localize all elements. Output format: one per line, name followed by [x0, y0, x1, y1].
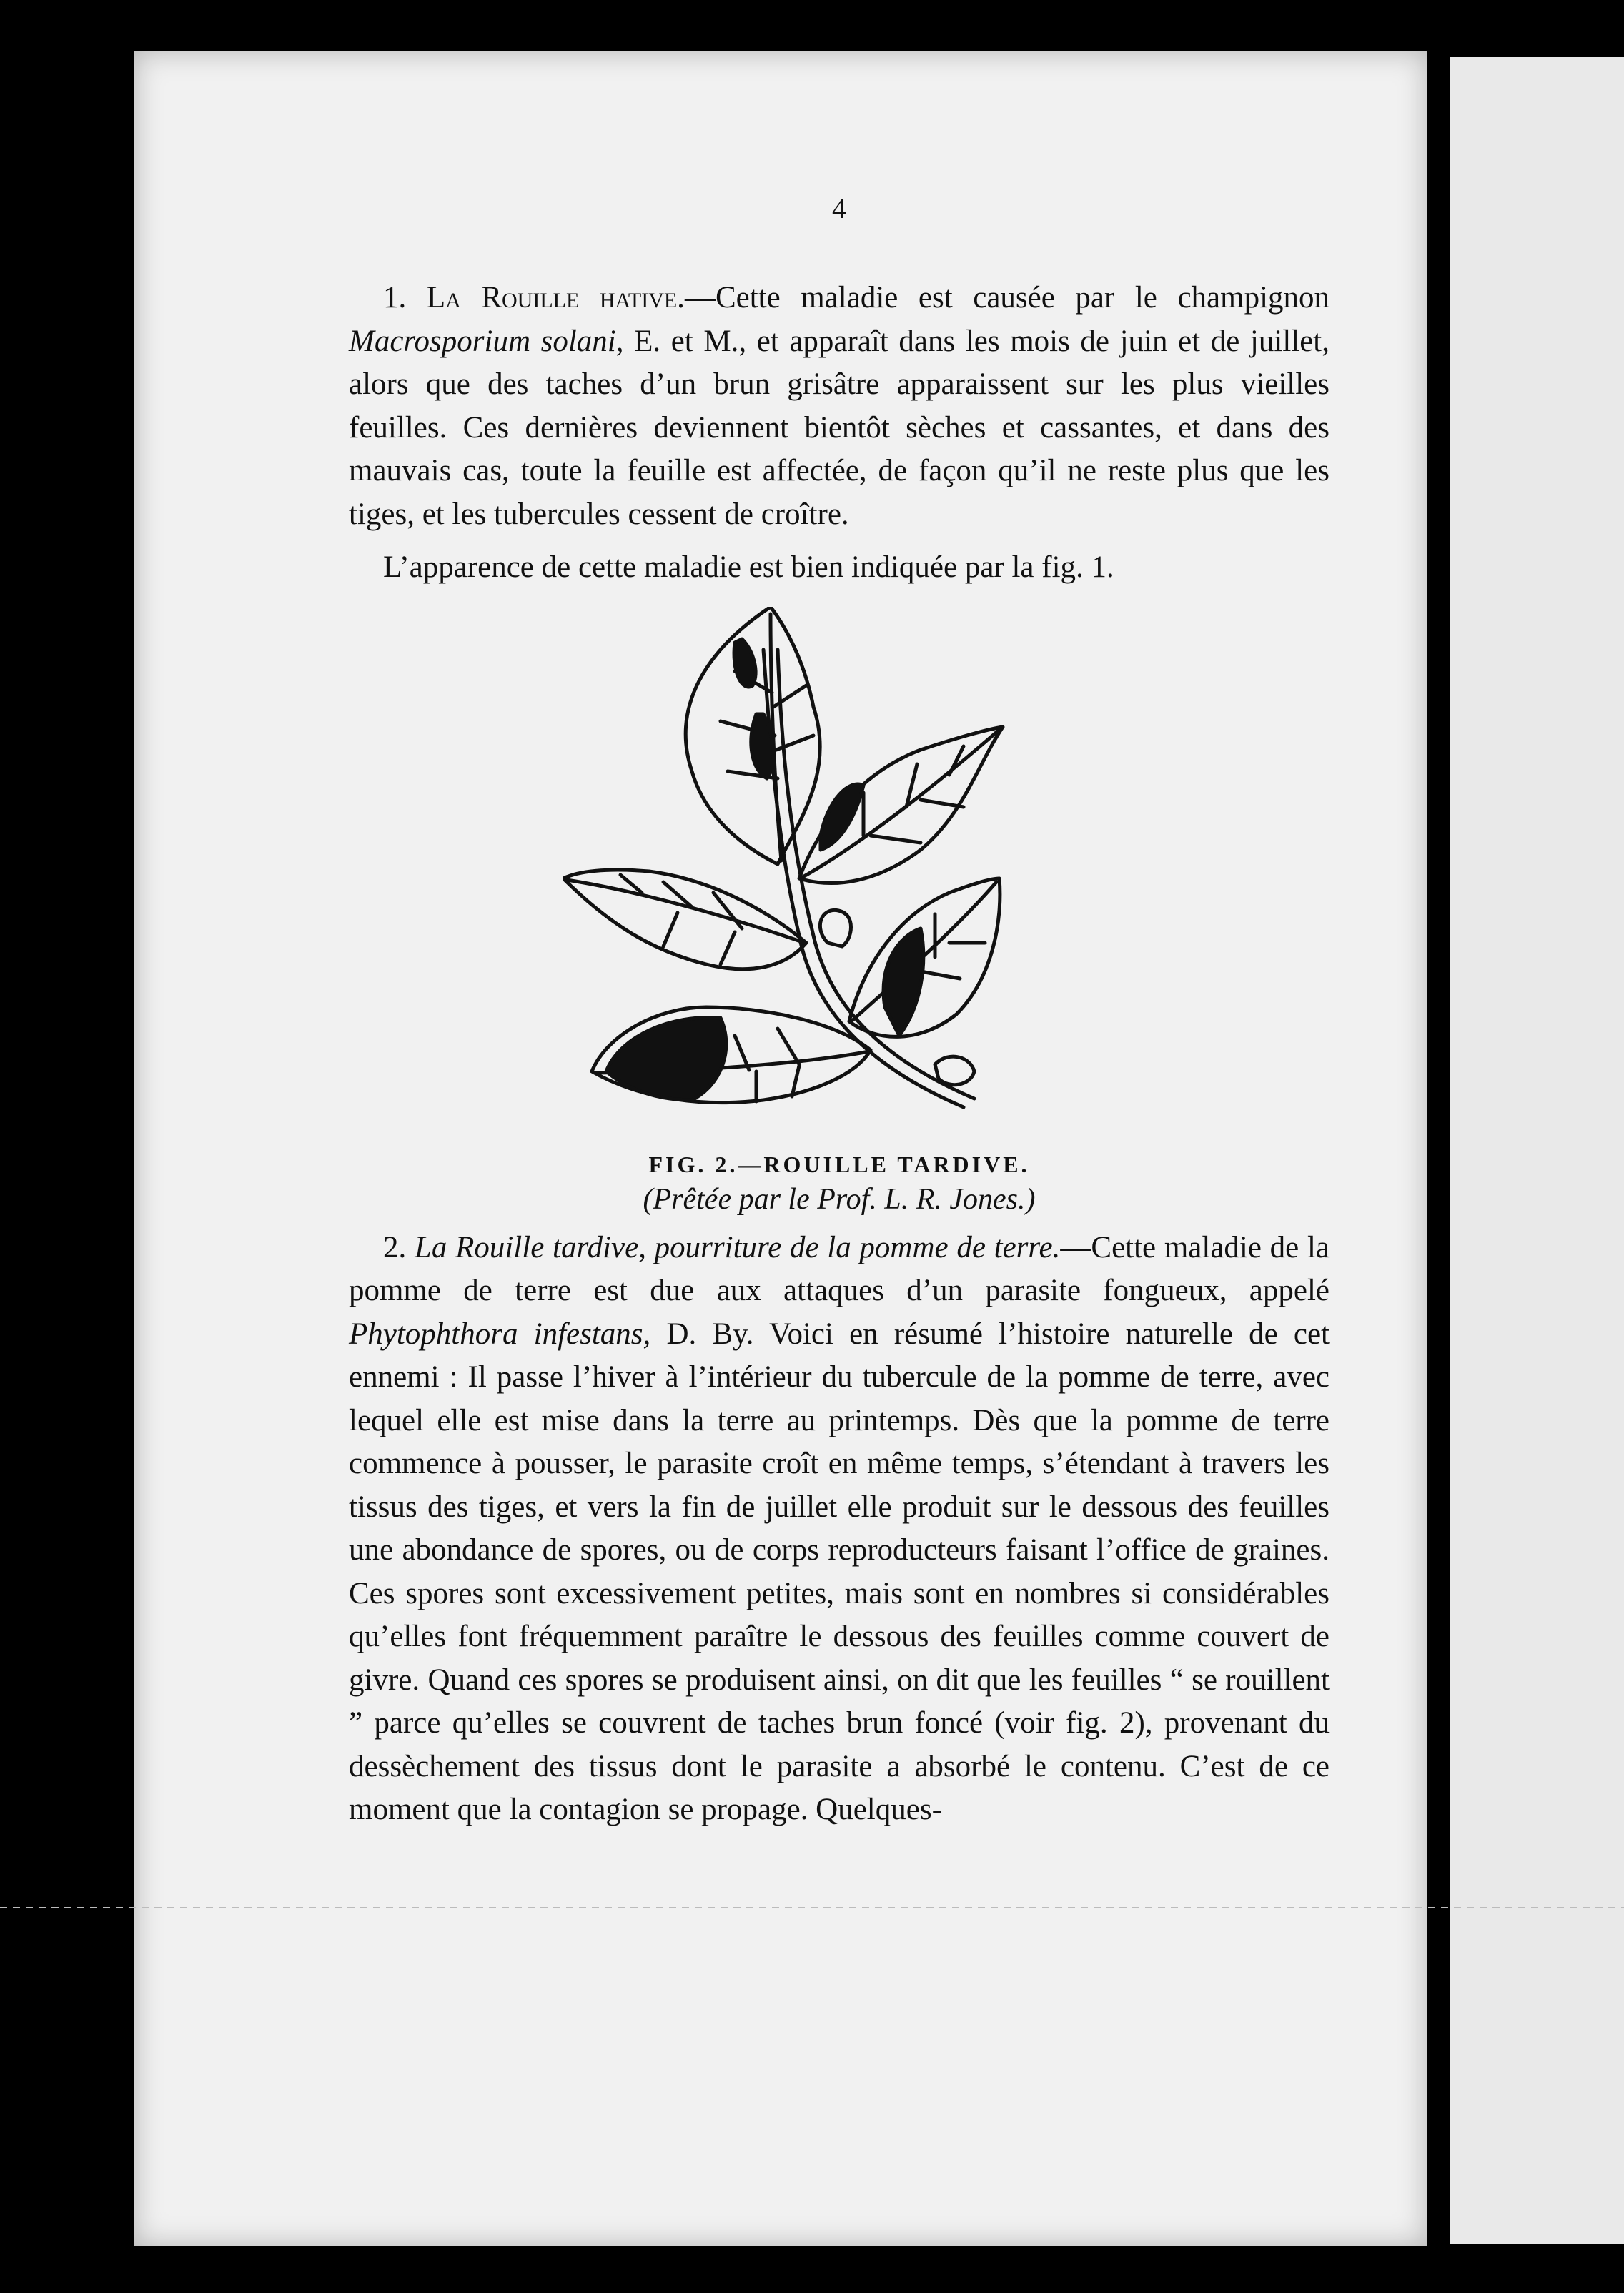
figure-caption: FIG. 2.—ROUILLE TARDIVE. — [648, 1151, 1030, 1177]
species-macrosporium: Macrosporium solani, — [349, 324, 624, 358]
section-number-2: 2. — [383, 1230, 415, 1264]
section-title-rouille-hative: La Rouille hative. — [426, 281, 685, 315]
scan-fold-line — [0, 1907, 1624, 1908]
paragraph-3-text-a: —Cette maladie de la pomme de terre est due aux attaques d’un parasite fongueux, appelé — [349, 1230, 1330, 1307]
paragraph-3-text-b: D. By. Voici en résumé l’histoire naturelle de cet ennemi : Il passe l’hiver à l’intérieur du tubercule de la pomme de terre, avec lequel elle est mise dans la terre au printemps. Dès que la pomme de terre commence à pousser, le parasite croît en même temps, s’étendant à travers les tissus des tiges, et vers la fin de juillet elle produit sur le dessous des feuilles une abondance de spores, ou de corps reproducteurs faisant l’office de graines. Ces spores sont excessivement petites, mais sont en nombres si considérables qu’elles font fréquemment paraître le dessous des feuilles comme couvert de givre. Quand ces spores se produisent ainsi, on dit que les feuilles “ se rouillent ” parce qu’elles se couvrent de taches brun foncé (voir fig. 2), provenant du dessèchement des tissus dont le parasite a absorbé le contenu. C’est de ce moment que la contagion se propage. Quelques- — [349, 1317, 1330, 1826]
paragraph-rouille-hative — [349, 277, 1330, 536]
page-number: 4 — [832, 192, 846, 224]
section-title-rouille-tardive: La Rouille tardive, pourriture de la pomme de terre. — [414, 1230, 1061, 1264]
species-phytophthora: Phytophthora infestans, — [349, 1317, 651, 1351]
paragraph-rouille-tardive — [349, 1227, 1330, 1832]
paragraph-figure-reference: L’apparence de cette maladie est bien indiquée par la fig. 1. — [383, 550, 1114, 584]
section-number-1: 1. — [383, 281, 427, 315]
page-content — [349, 192, 1330, 1832]
adjacent-page-edge — [1450, 57, 1624, 2244]
figure-leaf-illustration — [349, 607, 1330, 1136]
potato-leaf-drawing — [563, 607, 1021, 1136]
figure-credit: (Prêtée par le Prof. L. R. Jones.) — [643, 1182, 1036, 1216]
paragraph-1-text-a: —Cette maladie est causée par le champignon — [684, 281, 1330, 315]
paragraph-1-text-b: E. et M., et apparaît dans les mois de juin et de juillet, alors que des taches d’un brun grisâtre apparaissent sur les plus vieilles feuilles. Ces dernières deviennent bientôt sèches et cassantes, et dans des mauvais cas, toute la feuille est affectée, de façon qu’il ne reste plus que les tiges, et les tubercules cessent de croître. — [349, 324, 1330, 531]
